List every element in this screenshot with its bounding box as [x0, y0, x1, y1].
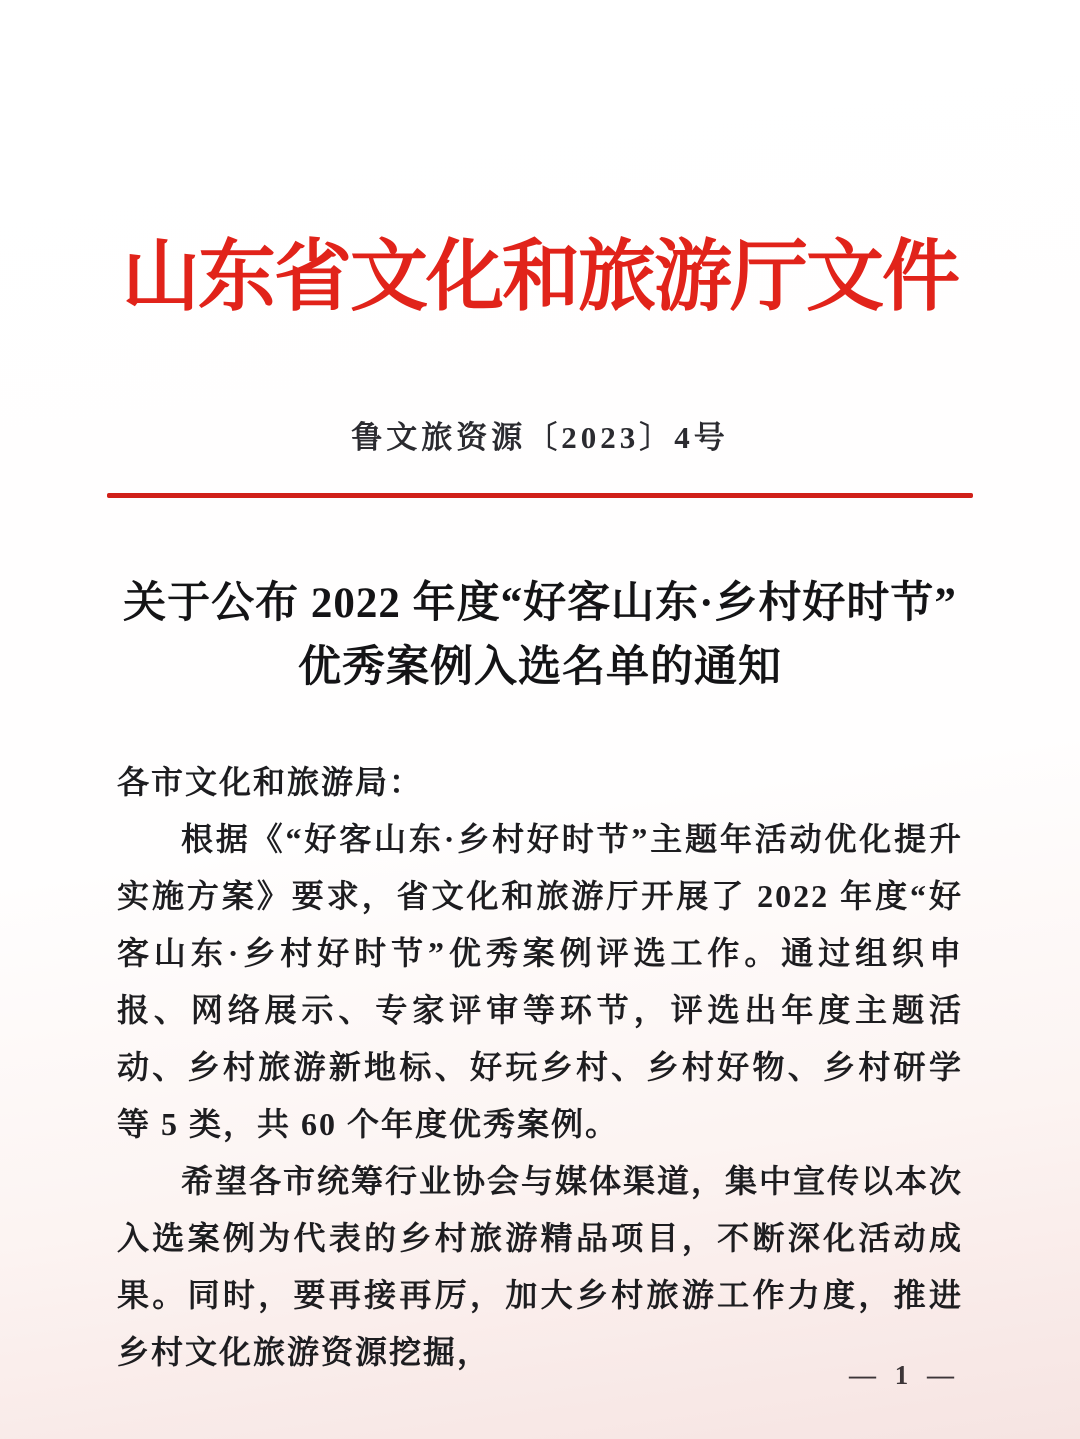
document-title-line2: 优秀案例入选名单的通知 [298, 643, 782, 691]
body-paragraph-1: 根据《“好客山东·乡村好时节”主题年活动优化提升实施方案》要求，省文化和旅游厅开展了 2022 年度“好客山东·乡村好时节”优秀案例评选工作。通过组织申报、网络展示、专家评审等环节，评选出年度主题活动、乡村旅游新地标、好玩乡村、乡村好物、乡村研学等 5 类，共 60 个年度优秀案例。 [117, 820, 963, 1142]
document-title-line1: 关于公布 2022 年度“好客山东·乡村好时节” [123, 579, 957, 627]
body-paragraph-2: 希望各市统筹行业协会与媒体渠道，集中宣传以本次入选案例为代表的乡村旅游精品项目，不断深化活动成果。同时，要再接再厉，加大乡村旅游工作力度，推进乡村文化旅游资源挖掘， [117, 1162, 964, 1370]
document-body [117, 754, 963, 1381]
department-header-title: 山东省文化和旅游厅文件 [121, 233, 958, 320]
document-title [0, 572, 1080, 700]
document-number: 鲁文旅资源〔2023〕4号 [351, 419, 729, 455]
red-divider [107, 493, 973, 498]
page-number: — 1 — [849, 1360, 960, 1390]
salutation: 各市文化和旅游局： [117, 763, 424, 800]
